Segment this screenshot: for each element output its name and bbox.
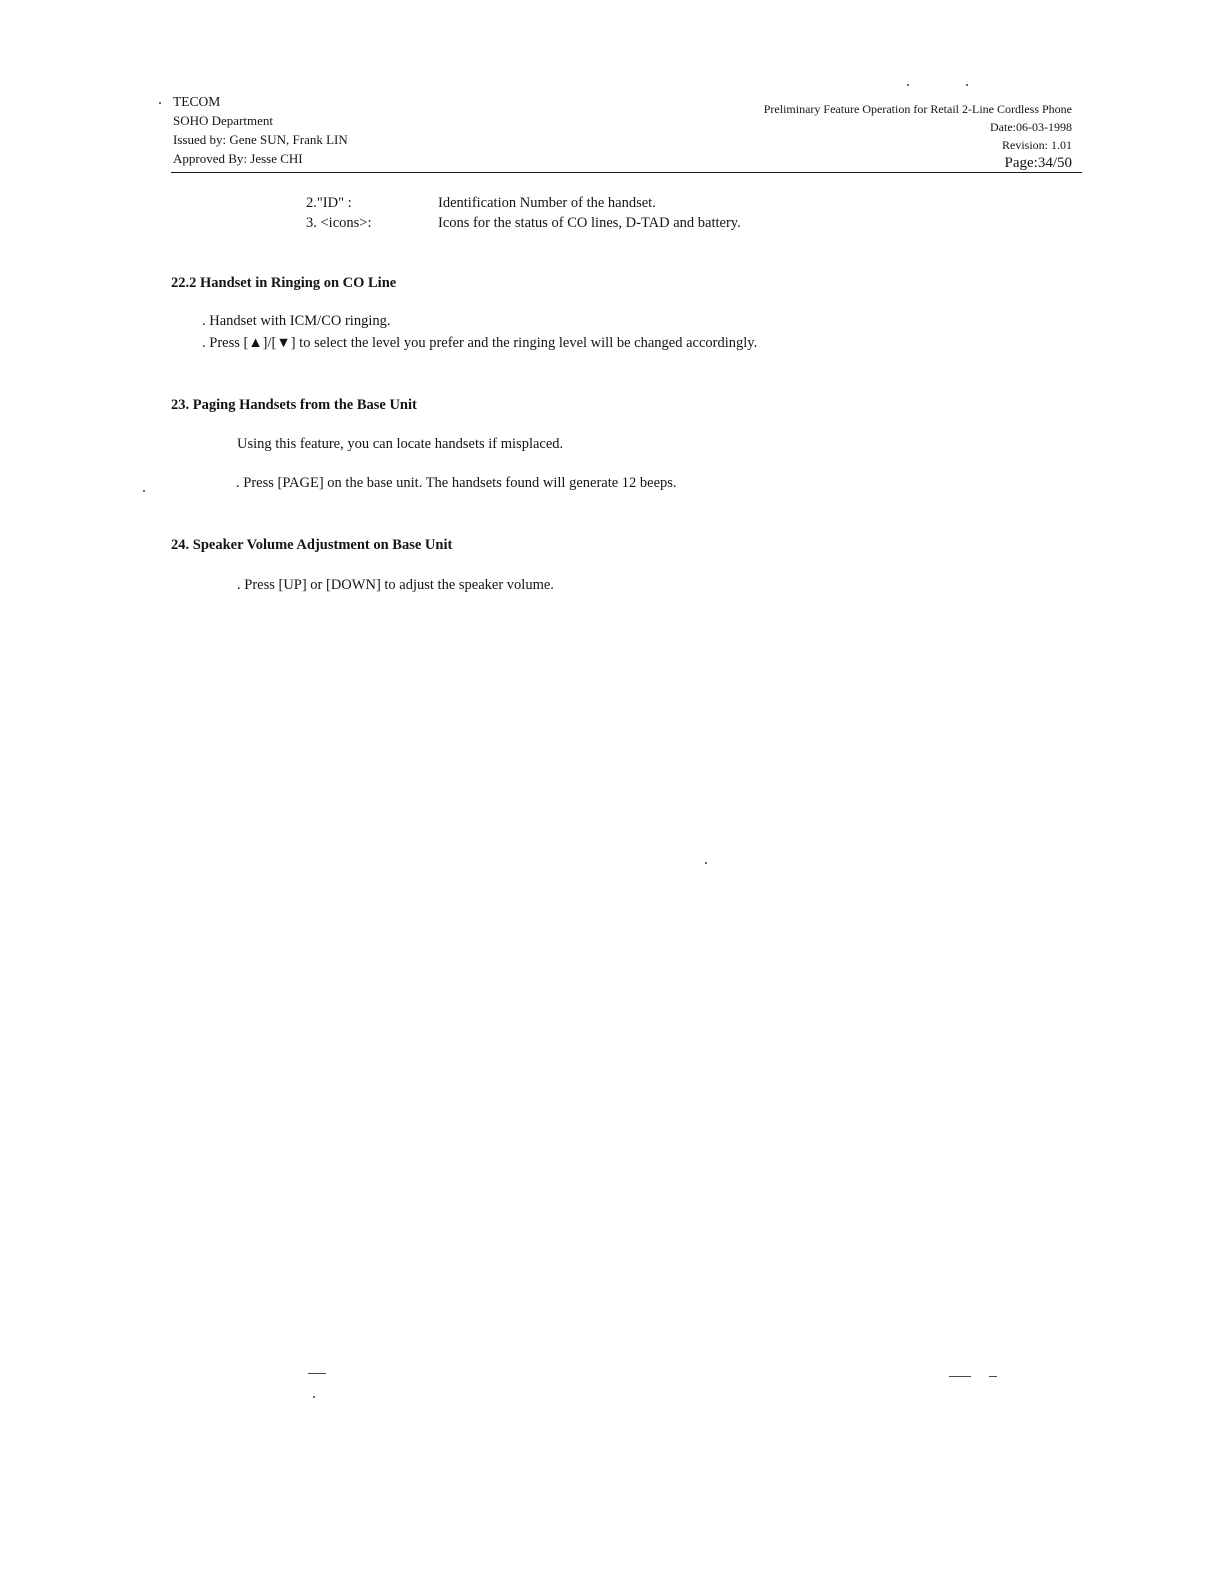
- company-name: TECOM: [173, 94, 221, 109]
- definition-description: Identification Number of the handset.: [438, 195, 656, 211]
- scan-mark: [949, 1376, 971, 1377]
- page-number: Page:34/50: [1004, 155, 1072, 171]
- section-23-intro: Using this feature, you can locate handsets if misplaced.: [237, 436, 564, 452]
- department-name: SOHO Department: [173, 113, 274, 128]
- scan-mark: [313, 1396, 315, 1398]
- section-heading-22-2: 22.2 Handset in Ringing on CO Line: [171, 275, 397, 291]
- scan-mark: [705, 862, 707, 864]
- definition-term: 2."ID" :: [306, 195, 352, 211]
- section-22-2-line: . Handset with ICM/CO ringing.: [202, 313, 391, 329]
- scan-mark: [159, 102, 161, 104]
- document-revision: Revision: 1.01: [1001, 138, 1072, 152]
- section-23-line: . Press [PAGE] on the base unit. The handsets found will generate 12 beeps.: [236, 475, 677, 491]
- document-date: Date:06-03-1998: [990, 120, 1072, 134]
- header-document-info: [764, 100, 1072, 172]
- section-heading-24: 24. Speaker Volume Adjustment on Base Unit: [171, 537, 453, 553]
- section-heading-23: 23. Paging Handsets from the Base Unit: [171, 397, 417, 413]
- section-22-2-line: . Press [▲]/[▼] to select the level you prefer and the ringing level will be changed accordingly.: [202, 335, 758, 351]
- scan-mark: [966, 84, 968, 86]
- scan-mark: [308, 1373, 326, 1374]
- issued-by: Issued by: Gene SUN, Frank LIN: [173, 132, 348, 147]
- scan-mark: [143, 490, 145, 492]
- definition-term: 3. <icons>:: [306, 215, 372, 231]
- definition-description: Icons for the status of CO lines, D-TAD and battery.: [438, 215, 741, 231]
- document-title: Preliminary Feature Operation for Retail 2-Line Cordless Phone: [763, 102, 1072, 116]
- scan-mark: [989, 1376, 997, 1377]
- header-issuer-block: [173, 92, 348, 168]
- section-24-line: . Press [UP] or [DOWN] to adjust the speaker volume.: [237, 577, 554, 593]
- approved-by: Approved By: Jesse CHI: [173, 151, 303, 166]
- header-divider: [171, 172, 1082, 173]
- scan-mark: [907, 84, 909, 86]
